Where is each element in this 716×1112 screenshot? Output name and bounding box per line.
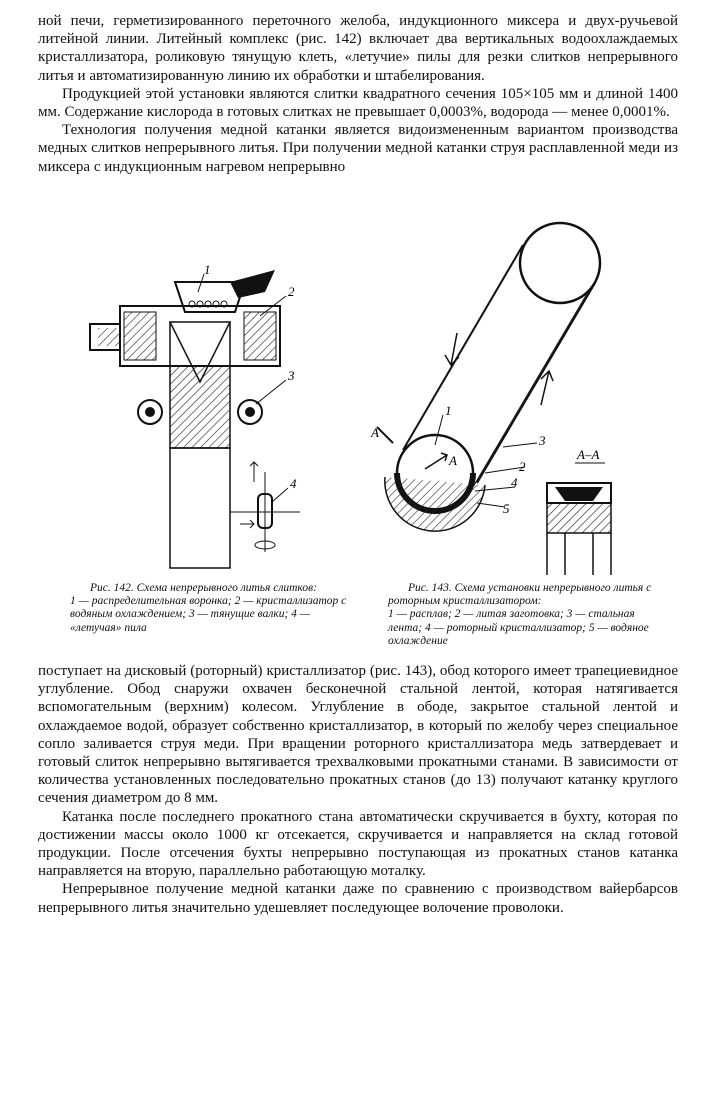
figure-label: 1 xyxy=(204,262,211,277)
paragraph: Непрерывное получение медной катанки даже по сравнению с производством вайербарсов непрерывного литья значительно удешевляет последующее волочение проволоки. xyxy=(38,881,678,916)
figure-label: 2 xyxy=(519,459,526,474)
figure-142-diagram xyxy=(80,262,320,572)
paragraph: ной печи, герметизированного переточного желоба, индукционного миксера и двух-ручьевой литейной линии. Литейный комплекс (рис. 142) включает два вертикальных водоохлаждаемых кристаллизатора, роликовую тянущую клеть, «летучие» пилы для резки слитков непрерывного литья и автоматизированную линию их обработки и штабелирования. xyxy=(38,13,678,84)
figure-142-caption xyxy=(70,582,350,635)
caption-title: Рис. 142. Схема непрерывного литья слитков: xyxy=(90,582,317,594)
caption-legend: 1 — распределительная воронка; 2 — кристаллизатор с водяным охлаждением; 3 — тянущие валки; 4 — «летучая» пила xyxy=(70,595,347,634)
figure-label: 2 xyxy=(288,284,295,299)
figure-label: 5 xyxy=(503,501,510,516)
text-block-bottom xyxy=(38,662,678,917)
section-marker: А xyxy=(449,453,457,468)
figure-143-diagram xyxy=(365,215,665,580)
paragraph: Катанка после последнего прокатного стана автоматически скручивается в бухту, которая по достижении массы около 1000 кг отсекается, скручивается и направляется на склад готовой продукции. После отсечения бухты непрерывно поступающая из прокатных станов катанка направляется на вторую, параллельно работающую моталку. xyxy=(38,808,678,880)
paragraph: Технология получения медной катанки является видоизмененным вариантом производства медных слитков непрерывного литья. При получении медной катанки струя расплавленной меди из миксера с индукционным нагревом непрерывно xyxy=(38,122,678,175)
paragraph: поступает на дисковый (роторный) кристаллизатор (рис. 143), обод которого имеет трапециевидное углубление. Обод снаружи охвачен бесконечной стальной лентой, которая натягивается вспомогательным (верхним) колесом. Углубление в ободе, закрытое стальной лентой и охлаждаемое водой, образует собственно кристаллизатор, в который по желобу через специальное сопло заливается струя меди. При вращении роторного кристаллизатора медь затвердевает и готовый слиток непрерывно вытягивается трехвалковыми прокатными станами. В зависимости от количества установленных последовательно прокатных станов (до 13) получают катанку круглого сечения диаметром до 8 мм. xyxy=(38,663,678,807)
text-block-top xyxy=(38,12,678,176)
figure-label: 4 xyxy=(290,476,297,491)
section-marker: А xyxy=(371,425,379,440)
section-title: А–А xyxy=(577,447,600,462)
caption-title: Рис. 143. Схема установки непрерывного литья с роторным кристаллизатором: xyxy=(388,582,652,608)
figure-label: 3 xyxy=(539,433,546,448)
figure-label: 1 xyxy=(445,403,452,418)
caption-legend: 1 — расплав; 2 — литая заготовка; 3 — стальная лента; 4 — роторный кристаллизатор; 5 — водяное охлаждение xyxy=(388,608,649,647)
figure-label: 3 xyxy=(288,368,295,383)
figure-label: 4 xyxy=(511,475,518,490)
figure-143-caption xyxy=(388,582,668,648)
paragraph: Продукцией этой установки являются слитки квадратного сечения 105×105 мм и длиной 1400 мм. Содержание кислорода в готовых слитках не превышает 0,0003%, водорода — менее 0,0001%. xyxy=(38,85,678,121)
